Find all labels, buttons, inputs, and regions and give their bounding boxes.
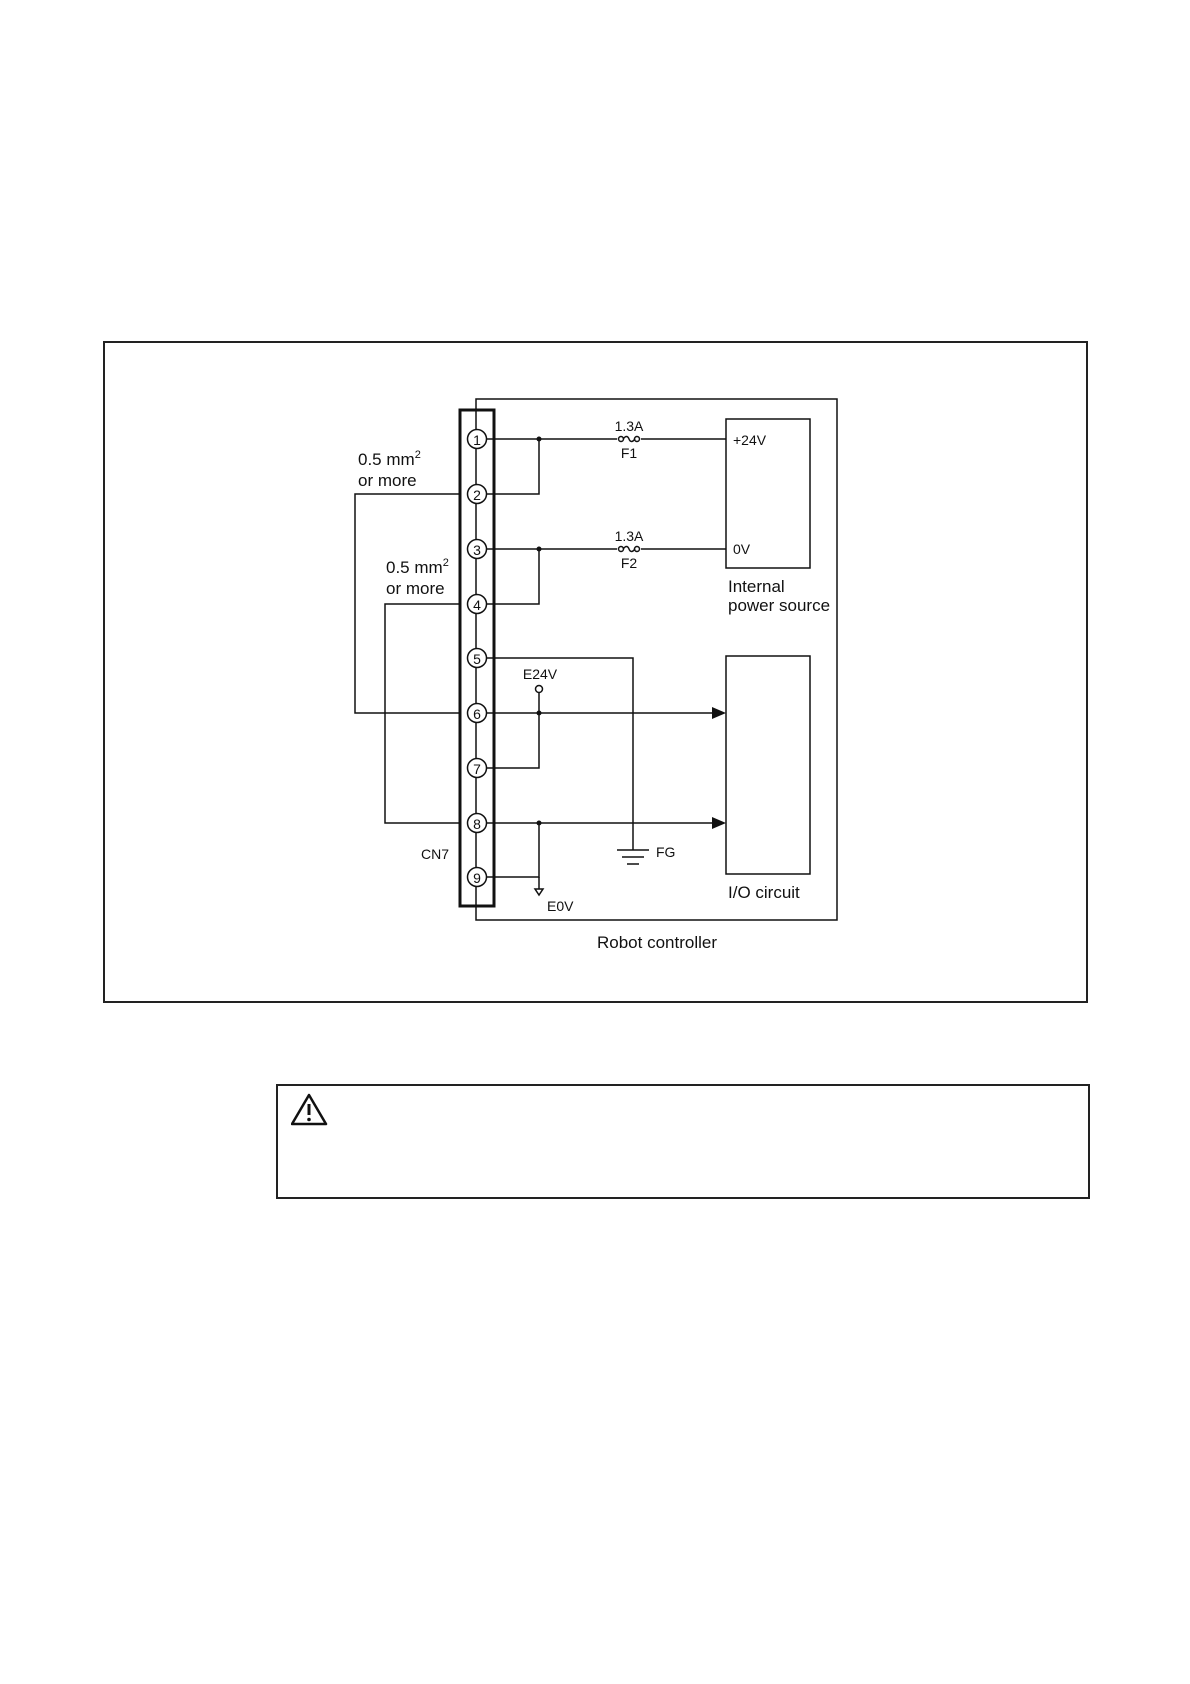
fuse-f2-icon <box>619 547 640 552</box>
fuse-2-rating: 1.3A <box>614 528 644 544</box>
wire-spec-2-sup: 2 <box>442 557 449 569</box>
wire-spec-2-line1: 0.5 mm <box>386 558 443 577</box>
pin-number: 3 <box>473 542 481 558</box>
pin-2 <box>468 485 487 504</box>
pin-number: 7 <box>473 761 481 777</box>
e24v-label: E24V <box>522 666 558 682</box>
fuse-f1-icon <box>619 437 640 442</box>
junction-dot <box>537 821 542 826</box>
junction-dot <box>537 437 542 442</box>
warning-triangle-icon <box>291 1092 331 1128</box>
arrow-pin6-icon <box>712 707 726 719</box>
fg-label: FG <box>656 844 676 860</box>
power-source-caption-line2: power source <box>728 596 831 615</box>
pin-4 <box>468 595 487 614</box>
zero-v-label: 0V <box>733 541 751 557</box>
wire-spec-1-sup: 2 <box>414 449 421 461</box>
warning-box <box>276 1084 1090 1199</box>
pin-8 <box>468 814 487 833</box>
pin-number: 2 <box>473 487 481 503</box>
pin-number: 5 <box>473 651 481 667</box>
robot-controller-box <box>476 399 837 920</box>
wire-spec-2 <box>386 557 449 577</box>
arrow-pin8-icon <box>712 817 726 829</box>
power-source-caption-line1: Internal <box>728 577 785 596</box>
pin-number: 9 <box>473 870 481 886</box>
wire-spec-1-line2: or more <box>358 471 417 490</box>
io-circuit-label: I/O circuit <box>728 883 800 902</box>
pin-1 <box>468 430 487 449</box>
pin-number: 6 <box>473 706 481 722</box>
pin-3 <box>468 540 487 559</box>
wire-spec-1 <box>358 449 421 469</box>
cn7-label: CN7 <box>421 846 450 862</box>
io-circuit-box <box>726 656 810 874</box>
fuse-2-name: F2 <box>620 555 638 571</box>
e0v-arrow-icon <box>535 889 543 895</box>
fuse-1-name: F1 <box>620 445 638 461</box>
plus-24v-label: +24V <box>733 432 767 448</box>
pin-7 <box>468 759 487 778</box>
pin-9 <box>468 868 487 887</box>
e24v-terminal <box>536 686 543 693</box>
robot-controller-label: Robot controller <box>596 933 718 952</box>
pin-number: 8 <box>473 816 481 832</box>
fg-ground-symbol <box>617 850 649 864</box>
pin-6 <box>468 704 487 723</box>
pin-number: 4 <box>473 597 481 613</box>
junction-dot <box>537 547 542 552</box>
wire-spec-1-line1: 0.5 mm <box>358 450 415 469</box>
pin-5 <box>468 649 487 668</box>
fuse-1-rating: 1.3A <box>614 418 644 434</box>
junction-dot <box>537 711 542 716</box>
pin-number: 1 <box>473 432 481 448</box>
e0v-label: E0V <box>547 898 574 914</box>
wire-spec-2-line2: or more <box>386 579 445 598</box>
wire-pin5-fg <box>486 658 633 850</box>
